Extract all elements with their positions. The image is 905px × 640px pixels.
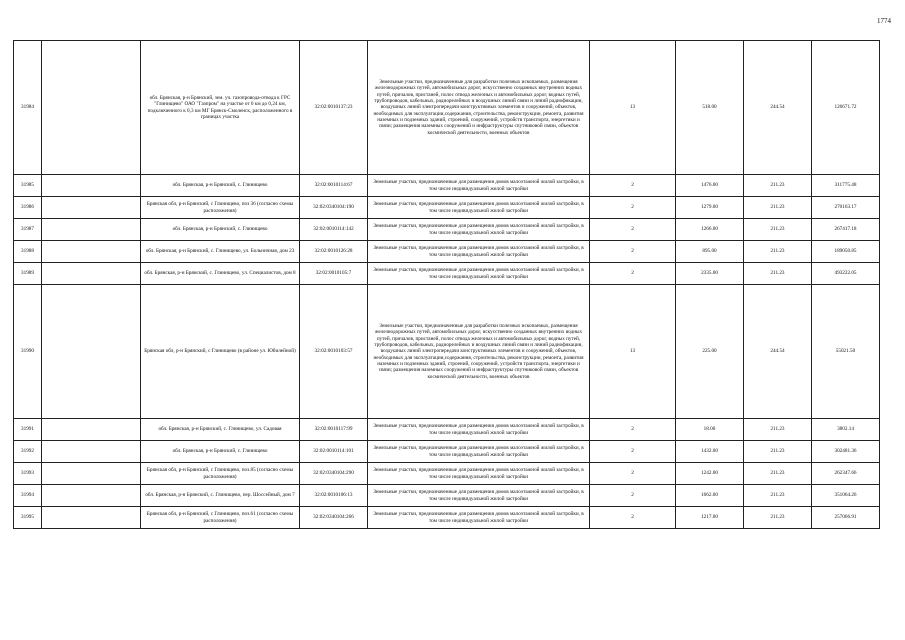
cadastral-number-cell: 32:02:0010114:67	[300, 175, 368, 197]
land-purpose-cell: Земельные участки, предназначенные для размещения домов малоэтажной жилой застройки, в том числе индивидуальной жилой застройки	[368, 175, 590, 197]
specific-value-cell: 211.23	[744, 263, 812, 285]
blank-cell	[42, 285, 141, 419]
area-cell: 18.00	[676, 419, 744, 441]
specific-value-cell: 244.54	[744, 285, 812, 419]
address-cell: обл. Брянская, р-н Брянский, с. Глинищево, ул. Специалистов, дом 8	[141, 263, 300, 285]
specific-value-cell: 211.23	[744, 441, 812, 463]
purpose-code-cell: 13	[590, 41, 676, 175]
table-row	[14, 441, 880, 463]
specific-value-cell: 211.23	[744, 241, 812, 263]
table-row	[14, 285, 880, 419]
cadastral-number-cell: 32:02:0010117:99	[300, 419, 368, 441]
row-id-cell: 31990	[14, 285, 42, 419]
cadastral-value-cell: 189050.85	[812, 241, 880, 263]
address-cell: Брянская обл, р-н Брянский, с Глинищево, поз.61 (согласно схемы расположения)	[141, 507, 300, 529]
purpose-code-cell: 2	[590, 485, 676, 507]
table-row	[14, 241, 880, 263]
row-id-cell: 31994	[14, 485, 42, 507]
land-purpose-cell: Земельные участки, предназначенные для размещения домов малоэтажной жилой застройки, в том числе индивидуальной жилой застройки	[368, 485, 590, 507]
land-purpose-cell: Земельные участки, предназначенные для размещения домов малоэтажной жилой застройки, в том числе индивидуальной жилой застройки	[368, 241, 590, 263]
specific-value-cell: 211.23	[744, 197, 812, 219]
cadastral-value-cell: 270163.17	[812, 197, 880, 219]
row-id-cell: 31988	[14, 241, 42, 263]
table-row	[14, 41, 880, 175]
purpose-code-cell: 13	[590, 285, 676, 419]
row-id-cell: 31984	[14, 41, 42, 175]
row-id-cell: 31985	[14, 175, 42, 197]
address-cell: обл. Брянская, р-н Брянский, с. Глинищево	[141, 441, 300, 463]
row-id-cell: 31989	[14, 263, 42, 285]
address-cell: Брянская обл, р-н Брянский, с Глинищево (в районе ул. Юбилейной)	[141, 285, 300, 419]
blank-cell	[42, 507, 141, 529]
land-purpose-cell: Земельные участки, предназначенные для размещения домов малоэтажной жилой застройки, в том числе индивидуальной жилой застройки	[368, 197, 590, 219]
cadastral-value-cell: 267417.18	[812, 219, 880, 241]
cadastral-value-cell: 493222.05	[812, 263, 880, 285]
area-cell: 1476.00	[676, 175, 744, 197]
cadastral-value-cell: 257066.91	[812, 507, 880, 529]
specific-value-cell: 211.23	[744, 419, 812, 441]
table-row	[14, 507, 880, 529]
address-cell: обл. Брянская, р-н Брянский, с. Глинищево, пер. Шоссейный, дом 7	[141, 485, 300, 507]
cadastral-number-cell: 32:02:0010106:13	[300, 485, 368, 507]
blank-cell	[42, 263, 141, 285]
row-id-cell: 31987	[14, 219, 42, 241]
area-cell: 518.00	[676, 41, 744, 175]
purpose-code-cell: 2	[590, 241, 676, 263]
cadastral-number-cell: 32:02:0340104:290	[300, 463, 368, 485]
land-purpose-cell: Земельные участки, предназначенные для размещения домов малоэтажной жилой застройки, в том числе индивидуальной жилой застройки	[368, 263, 590, 285]
page-number: 1774	[877, 17, 891, 25]
address-cell: Брянская обл, р-н Брянский, с Глинищево, поз.85 (согласно схемы расположения)	[141, 463, 300, 485]
blank-cell	[42, 441, 141, 463]
cadastral-value-cell: 3802.14	[812, 419, 880, 441]
area-cell: 1662.00	[676, 485, 744, 507]
land-purpose-cell: Земельные участки, предназначенные для размещения домов малоэтажной жилой застройки, в том числе индивидуальной жилой застройки	[368, 219, 590, 241]
area-cell: 1217.00	[676, 507, 744, 529]
specific-value-cell: 211.23	[744, 463, 812, 485]
table-body	[14, 41, 880, 529]
purpose-code-cell: 2	[590, 197, 676, 219]
specific-value-cell: 211.23	[744, 485, 812, 507]
purpose-code-cell: 2	[590, 175, 676, 197]
cadastral-number-cell: 32:02:0010137:23	[300, 41, 368, 175]
table-row	[14, 419, 880, 441]
blank-cell	[42, 485, 141, 507]
specific-value-cell: 244.54	[744, 41, 812, 175]
land-purpose-cell: Земельные участки, предназначенные для размещения домов малоэтажной жилой застройки, в том числе индивидуальной жилой застройки	[368, 441, 590, 463]
cadastral-number-cell: 32:02:0010114:101	[300, 441, 368, 463]
area-cell: 2335.00	[676, 263, 744, 285]
blank-cell	[42, 219, 141, 241]
cadastral-value-cell: 55021.50	[812, 285, 880, 419]
table-row	[14, 175, 880, 197]
blank-cell	[42, 197, 141, 219]
purpose-code-cell: 2	[590, 219, 676, 241]
table-row	[14, 263, 880, 285]
address-cell: Брянская обл, р-н Брянский, с Глинищево, поз 36 (согласно схемы расположения)	[141, 197, 300, 219]
cadastral-number-cell: 32:02:0010103:57	[300, 285, 368, 419]
land-registry-table	[13, 40, 880, 529]
area-cell: 1266.00	[676, 219, 744, 241]
area-cell: 895.00	[676, 241, 744, 263]
address-cell: обл. Брянская, р-н Брянский, с. Глинищево	[141, 175, 300, 197]
purpose-code-cell: 2	[590, 419, 676, 441]
cadastral-value-cell: 351064.26	[812, 485, 880, 507]
purpose-code-cell: 2	[590, 441, 676, 463]
table-row	[14, 197, 880, 219]
blank-cell	[42, 241, 141, 263]
row-id-cell: 31993	[14, 463, 42, 485]
row-id-cell: 31992	[14, 441, 42, 463]
cadastral-value-cell: 126671.72	[812, 41, 880, 175]
cadastral-number-cell: 32:02:0010126:28	[300, 241, 368, 263]
table-row	[14, 219, 880, 241]
specific-value-cell: 211.23	[744, 175, 812, 197]
address-cell: обл. Брянская, р-н Брянский, с. Глинищево	[141, 219, 300, 241]
address-cell: обл. Брянская, р-н Брянский, с. Глинищево, ул. Больничная, дом 23	[141, 241, 300, 263]
blank-cell	[42, 41, 141, 175]
cadastral-number-cell: 32:02:0010114:142	[300, 219, 368, 241]
row-id-cell: 31986	[14, 197, 42, 219]
row-id-cell: 31995	[14, 507, 42, 529]
blank-cell	[42, 419, 141, 441]
land-purpose-cell: Земельные участки, предназначенные для размещения домов малоэтажной жилой застройки, в том числе индивидуальной жилой застройки	[368, 419, 590, 441]
purpose-code-cell: 2	[590, 263, 676, 285]
table-row	[14, 485, 880, 507]
table-row	[14, 463, 880, 485]
cadastral-number-cell: 32:02:0010105:7	[300, 263, 368, 285]
cadastral-number-cell: 32:02:0340104:190	[300, 197, 368, 219]
cadastral-value-cell: 262347.66	[812, 463, 880, 485]
address-cell: обл. Брянская, р-н Брянский, зем. уч. газопровода-отвода к ГРС "Глинищево" ОАО "Газпром" на участке от 0 км до 0,24 км, подключенного к 0,3 км МГ Брянск-Смоленск, расположенного в границах участка	[141, 41, 300, 175]
blank-cell	[42, 463, 141, 485]
cadastral-value-cell: 302481.36	[812, 441, 880, 463]
address-cell: обл. Брянская, р-н Брянский, с. Глинищево, ул. Садовая	[141, 419, 300, 441]
area-cell: 1279.00	[676, 197, 744, 219]
area-cell: 1242.00	[676, 463, 744, 485]
land-purpose-cell: Земельные участки, предназначенные для размещения домов малоэтажной жилой застройки, в том числе индивидуальной жилой застройки	[368, 463, 590, 485]
area-cell: 225.00	[676, 285, 744, 419]
specific-value-cell: 211.23	[744, 219, 812, 241]
land-purpose-cell: Земельные участки, предназначенные для разработки полезных ископаемых, размещения железнодорожных путей, автомобильных дорог, искусственно созданных внутренних водных путей, причалов, пристаней, полос отвода железных и автомобильных дорог, водных путей, трубопроводов, кабельных, радиорелейных и воздушных линий связи и линий радиофикации, воздушных линий электропередачи конструктивных элементов и сооружений, объектов, необходимых для эксплуатации,содержания, строительства, реконструкции, ремонта, развития наземных и подземных зданий, строений, сооружений, устройств транспорта, энергетики и связи; размещения наземных сооружений и инфраструктуры спутниковой связи, объектов космической деятельности, военных объектов	[368, 285, 590, 419]
blank-cell	[42, 175, 141, 197]
specific-value-cell: 211.23	[744, 507, 812, 529]
cadastral-number-cell: 32:02:0340104:266	[300, 507, 368, 529]
cadastral-value-cell: 311775.48	[812, 175, 880, 197]
land-purpose-cell: Земельные участки, предназначенные для разработки полезных ископаемых, размещения железнодорожных путей, автомобильных дорог, искусственно созданных внутренних водных путей, причалов, пристаней, полос отвода железных и автомобильных дорог, водных путей, трубопроводов, кабельных, радиорелейных и воздушных линий связи и линий радиофикации, воздушных линий электропередачи конструктивных элементов и сооружений, объектов, необходимых для эксплуатации,содержания, строительства, реконструкции, ремонта, развития наземных и подземных зданий, строений, сооружений, устройств транспорта, энергетики и связи; размещения наземных сооружений и инфраструктуры спутниковой связи, объектов космической деятельности, военных объектов	[368, 41, 590, 175]
area-cell: 1432.00	[676, 441, 744, 463]
purpose-code-cell: 2	[590, 463, 676, 485]
purpose-code-cell: 2	[590, 507, 676, 529]
row-id-cell: 31991	[14, 419, 42, 441]
land-purpose-cell: Земельные участки, предназначенные для размещения домов малоэтажной жилой застройки, в том числе индивидуальной жилой застройки	[368, 507, 590, 529]
